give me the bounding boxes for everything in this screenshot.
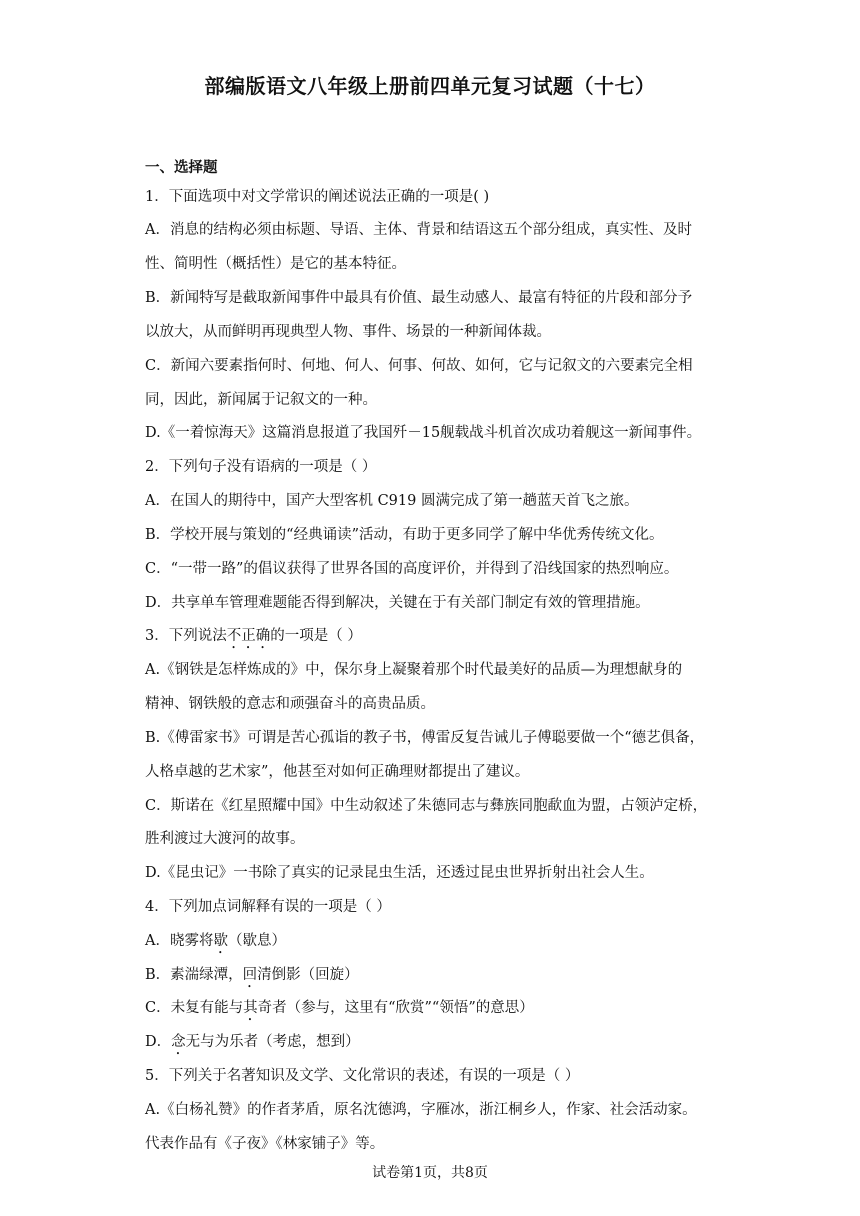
option-gloss: 清倒影（回旋） [257, 967, 359, 983]
emphasized-text: 不正确 [226, 628, 271, 644]
question-4-stem: 4．下列加点词解释有误的一项是（ ） [145, 899, 391, 915]
section-heading: 一、选择题 [145, 160, 218, 176]
question-1-option-d: D.《一着惊海天》这篇消息报道了我国歼－15舰载战斗机首次成功着舰这一新闻事件。 [145, 425, 702, 441]
question-3-option-a: A.《钢铁是怎样炼成的》中，保尔身上凝聚着那个时代最美好的品质—为理想献身的 [145, 662, 683, 678]
option-gloss: 奇者（参与，这里有“欣赏”“领悟”的意思） [257, 1000, 534, 1016]
question-3-stem [145, 626, 725, 652]
option-text: D． [145, 1034, 172, 1050]
emphasized-word: 回 [242, 967, 258, 983]
question-1-option-a: A．消息的结构必须由标题、导语、主体、背景和结语这五个部分组成，真实性、及时 [145, 222, 692, 238]
question-4-option-b [145, 965, 725, 991]
question-2-option-b: B．学校开展与策划的“经典诵读”活动，有助于更多同学了解中华优秀传统文化。 [145, 527, 664, 543]
page-title: 部编版语文八年级上册前四单元复习试题（十七） [204, 74, 656, 98]
question-3-option-c-cont: 胜利渡过大渡河的故事。 [145, 831, 305, 847]
question-1-option-b: B．新闻特写是截取新闻事件中最具有价值、最生动感人、最富有特征的片段和部分予 [145, 290, 693, 306]
option-gloss: （歇息） [227, 933, 286, 949]
question-3-option-b: B.《傅雷家书》可谓是苦心孤诣的教子书，傅雷反复告诫儿子傅聪要做一个“德艺俱备， [145, 730, 705, 746]
page-footer: 试卷第1页，共8页 [372, 1165, 488, 1181]
question-3-option-a-cont: 精神、钢铁般的意志和顽强奋斗的高贵品质。 [145, 696, 435, 712]
question-3-stem-text: 3．下列说法 [145, 628, 227, 644]
question-4-option-a [145, 931, 725, 957]
emphasized-word: 歇 [213, 933, 228, 949]
question-5-option-a-cont: 代表作品有《子夜》《林家铺子》等。 [145, 1136, 385, 1152]
question-5-stem: 5．下列关于名著知识及文学、文化常识的表述，有误的一项是（ ） [145, 1068, 580, 1084]
question-5-option-a: A.《白杨礼赞》的作者茅盾，原名沈德鸿，字雁冰，浙江桐乡人，作家、社会活动家。 [145, 1102, 697, 1118]
question-1-option-c: C．新闻六要素指何时、何地、何人、何事、何故、如何，它与记叙文的六要素完全相 [145, 358, 693, 374]
option-text: A．晓雾将 [145, 933, 214, 949]
emphasized-word: 其 [243, 1000, 258, 1016]
question-4-option-c [145, 998, 725, 1024]
question-1-option-a-cont: 性、简明性（概括性）是它的基本特征。 [145, 256, 406, 272]
question-3-stem-text-end: 的一项是（ ） [270, 628, 362, 644]
emphasized-word: 念 [171, 1034, 186, 1050]
question-2-option-c: C．“一带一路”的倡议获得了世界各国的高度评价，并得到了沿线国家的热烈响应。 [145, 561, 679, 577]
question-2-stem: 2．下列句子没有语病的一项是（ ） [145, 459, 377, 475]
question-3-option-b-cont: 人格卓越的艺术家”，他甚至对如何正确理财都提出了建议。 [145, 764, 530, 780]
question-4-option-d [145, 1032, 725, 1058]
question-3-option-c: C．斯诺在《红星照耀中国》中生动叙述了朱德同志与彝族同胞歃血为盟，占领泸定桥， [145, 798, 708, 814]
question-1-option-c-cont: 同，因此，新闻属于记叙文的一种。 [145, 392, 377, 408]
question-3-option-d: D.《昆虫记》一书除了真实的记录昆虫生活，还透过昆虫世界折射出社会人生。 [145, 865, 654, 881]
option-gloss: 无与为乐者（考虑，想到） [185, 1034, 360, 1050]
option-text: B．素湍绿潭， [145, 967, 243, 983]
question-1-stem: 1．下面选项中对文学常识的阐述说法正确的一项是( ) [145, 189, 490, 205]
question-2-option-d: D．共享单车管理难题能否得到解决，关键在于有关部门制定有效的管理措施。 [145, 595, 650, 611]
question-2-option-a: A．在国人的期待中，国产大型客机 C919 圆满完成了第一趟蓝天首飞之旅。 [145, 493, 639, 509]
question-1-option-b-cont: 以放大，从而鲜明再现典型人物、事件、场景的一种新闻体裁。 [145, 324, 551, 340]
option-text: C．未复有能与 [145, 1000, 244, 1016]
